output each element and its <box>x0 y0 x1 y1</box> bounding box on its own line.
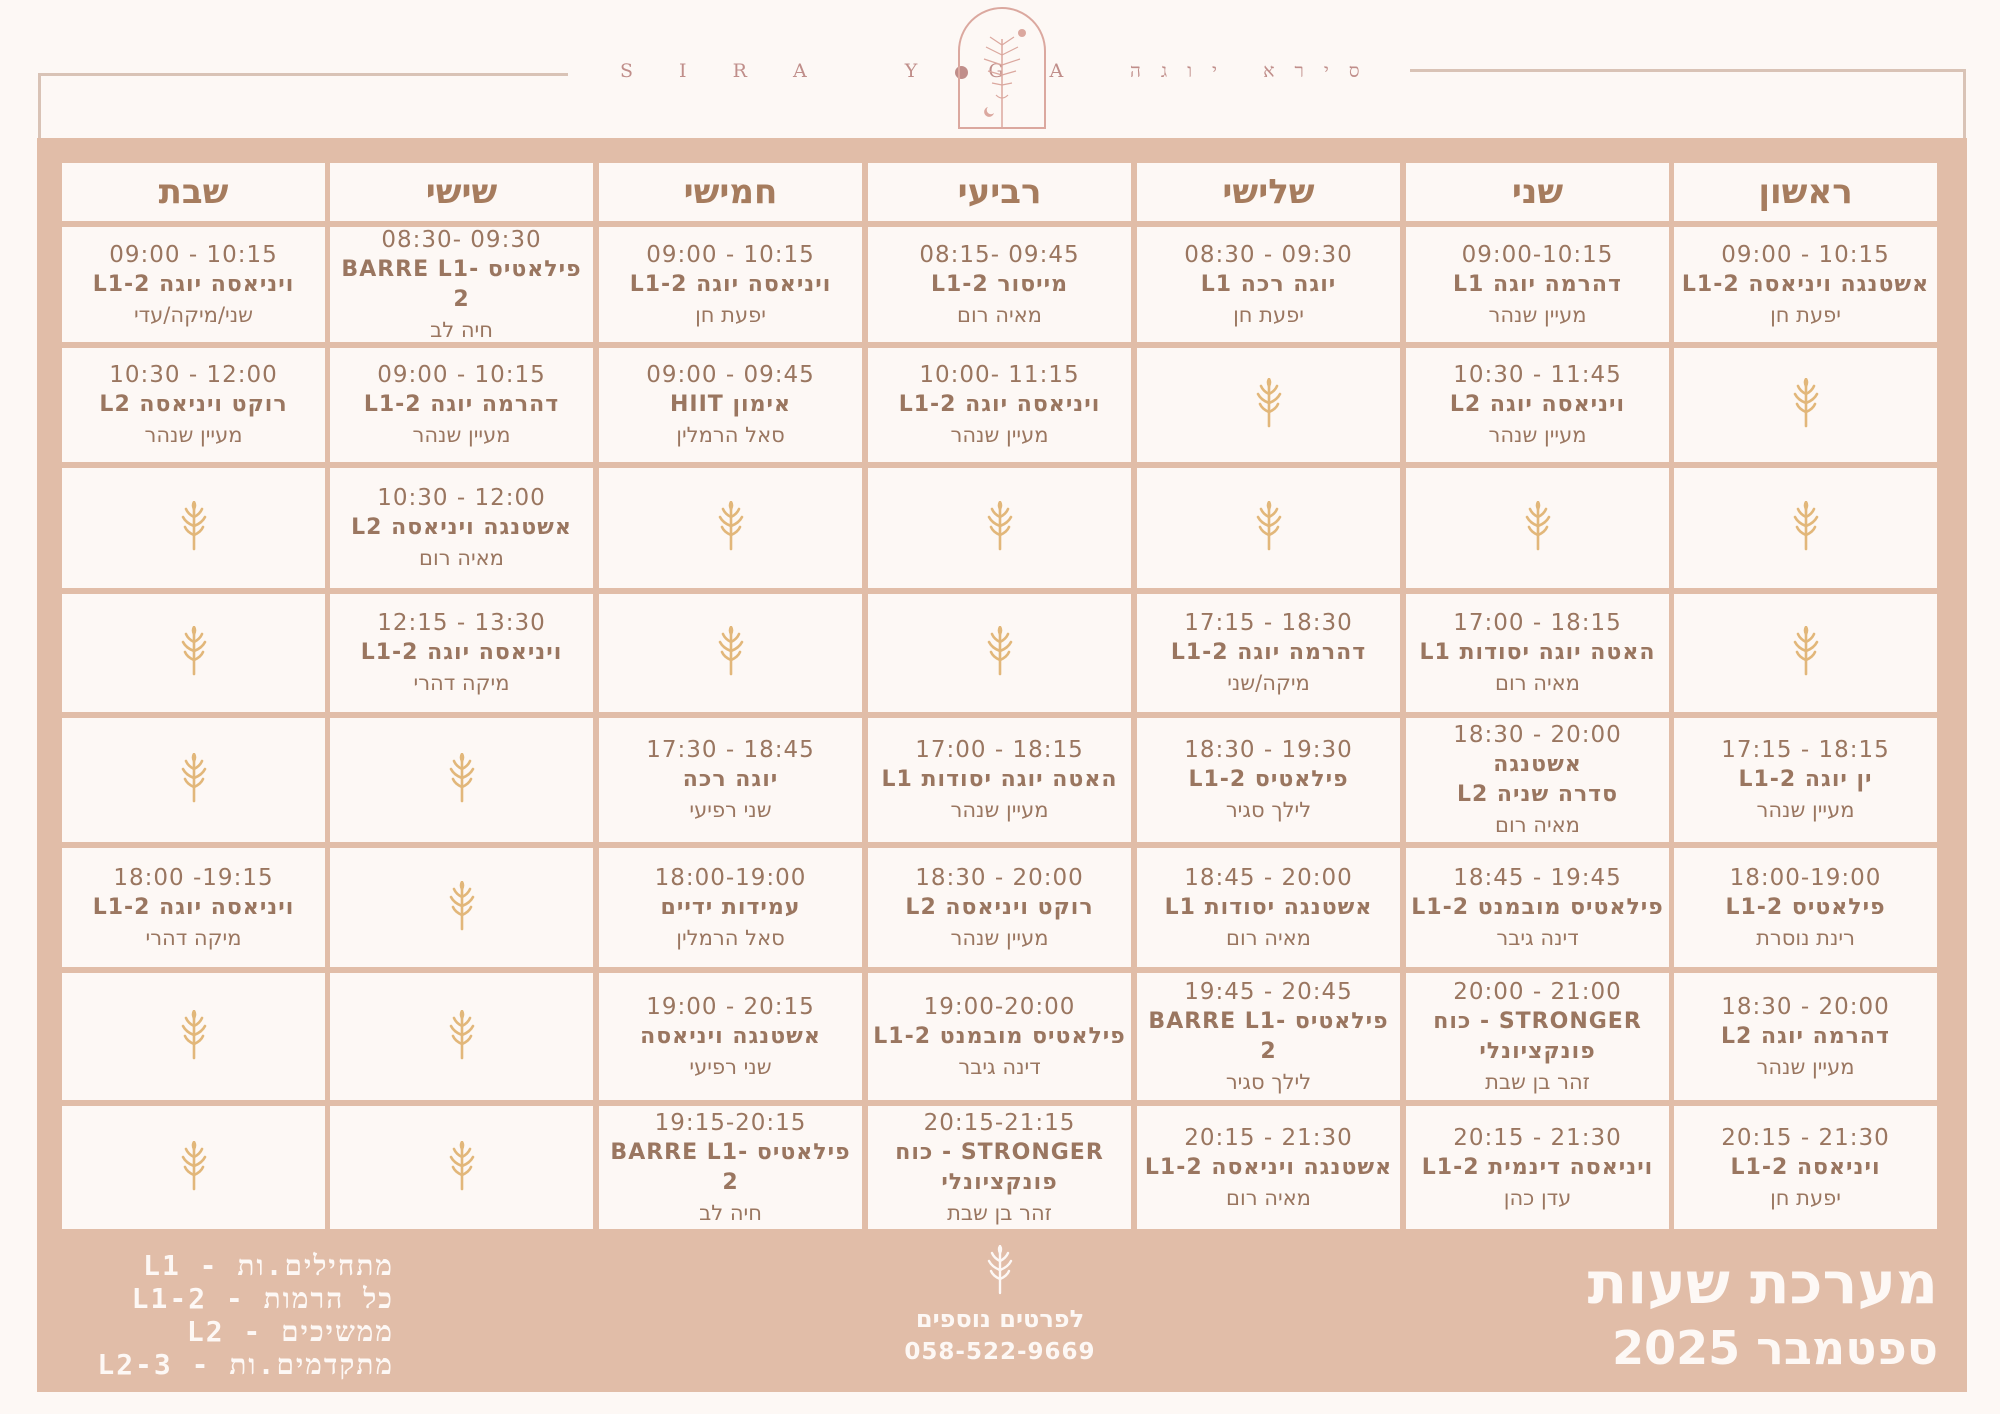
class-name: ין יוגה L1-2 <box>1738 767 1873 792</box>
class-name: STRONGER - כוח פונקציונלי <box>1433 1008 1642 1064</box>
legend-l2: ממשיכים - L2 <box>186 1315 394 1348</box>
class-name: אשטנגה ויניאסה <box>640 1023 821 1049</box>
class-slot <box>599 227 862 342</box>
day-name: שישי <box>425 172 498 212</box>
wheat-sprig-icon <box>983 626 1017 680</box>
empty-slot <box>330 848 593 967</box>
legend-l1-2: כל הרמות - L1-2 <box>131 1282 394 1315</box>
class-name: אשטנגה ויניאסה L1-2 <box>1681 271 1930 297</box>
class-teacher: יפעת חן <box>1233 302 1304 327</box>
day-name: ראשון <box>1758 172 1853 212</box>
class-teacher: זהר בן שבת <box>947 1200 1052 1225</box>
empty-slot <box>868 594 1131 712</box>
class-name: ויניאסה יוגה L1-2 <box>360 640 563 665</box>
empty-slot <box>599 468 862 588</box>
schedule-title <box>1588 1248 1938 1378</box>
header-rule-right-tick <box>1963 69 1966 141</box>
wheat-sprig-icon <box>714 501 748 555</box>
header-rule-left-tick <box>38 73 41 141</box>
class-name: רוקט ויניאסה L2 <box>99 392 288 417</box>
class-name: אשטנגה יסודות L1 <box>1164 894 1373 920</box>
class-slot <box>599 973 862 1100</box>
class-name: רוקט ויניאסה L2 <box>905 894 1094 920</box>
class-name: פילאטיס L1-2 <box>1188 767 1349 792</box>
class-time: 20:15 - 21:30 <box>1453 1124 1622 1151</box>
wheat-sprig-icon <box>445 753 479 807</box>
class-time: 19:45 - 20:45 <box>1184 978 1353 1005</box>
empty-slot <box>62 718 325 842</box>
day-header <box>1406 163 1669 221</box>
class-name: ויניאסה יוגה L2 <box>1449 392 1626 417</box>
class-name: פילאטיס BARRE L1-2 <box>1148 1008 1389 1064</box>
class-time: 08:30 - 09:30 <box>1184 241 1353 268</box>
class-teacher: יפעת חן <box>1770 1185 1841 1210</box>
brand-latin: S I R A Y G A <box>620 60 1084 82</box>
wheat-sprig-icon <box>714 626 748 680</box>
class-slot <box>1406 594 1669 712</box>
wheat-sprig-icon <box>177 501 211 555</box>
class-time: 20:15-21:15 <box>923 1109 1076 1136</box>
class-slot <box>1137 594 1400 712</box>
class-time: 09:00 - 10:15 <box>1721 241 1890 268</box>
empty-slot <box>330 1106 593 1229</box>
day-name: רביעי <box>957 172 1042 212</box>
level-legend <box>64 1249 394 1381</box>
class-slot <box>330 468 593 588</box>
class-name: פילאטיס מובמנט L1-2 <box>1411 894 1664 920</box>
class-teacher: מעיין שנהר <box>1488 302 1587 327</box>
empty-slot <box>868 468 1131 588</box>
class-time: 18:30 - 20:00 <box>1721 993 1890 1020</box>
class-teacher: מאיה רום <box>1226 1185 1311 1210</box>
class-teacher: מאיה רום <box>957 302 1042 327</box>
class-time: 09:00 - 10:15 <box>646 241 815 268</box>
class-name: פילאטיס מובמנט L1-2 <box>873 1023 1126 1049</box>
class-name: דהרמה יוגה L2 <box>1721 1023 1890 1049</box>
class-slot <box>1406 973 1669 1100</box>
class-slot <box>330 594 593 712</box>
class-time: 18:45 - 20:00 <box>1184 864 1353 891</box>
wheat-sprig-icon <box>177 753 211 807</box>
empty-slot <box>1406 468 1669 588</box>
day-name: שלישי <box>1222 172 1315 212</box>
class-slot <box>1137 973 1400 1100</box>
legend-l1: מתחילים.ות - L1 <box>143 1249 394 1282</box>
class-teacher: דינה גיבר <box>958 1054 1041 1079</box>
class-name: ויניאסה יוגה L1-2 <box>92 271 295 297</box>
class-teacher: מיקה/שני <box>1227 671 1310 695</box>
class-teacher: סאל הרמלין <box>676 423 785 447</box>
class-teacher: מעיין שנהר <box>1756 798 1855 822</box>
class-teacher: רינת נוסרת <box>1756 925 1855 950</box>
class-name: עמידות ידיים <box>660 894 801 920</box>
day-name: חמישי <box>683 172 778 212</box>
class-slot <box>1406 848 1669 967</box>
wheat-sprig-icon <box>1789 378 1823 432</box>
brand-hebrew: סירא יוגה <box>1130 60 1380 82</box>
class-slot <box>1137 718 1400 842</box>
class-slot <box>868 973 1131 1100</box>
wheat-sprig-icon <box>1789 626 1823 680</box>
class-slot <box>599 848 862 967</box>
class-slot <box>1674 1106 1937 1229</box>
class-slot <box>1674 227 1937 342</box>
day-header <box>599 163 862 221</box>
class-slot <box>599 718 862 842</box>
class-name: מייסור L1-2 <box>930 271 1069 297</box>
class-teacher: מעיין שנהר <box>144 423 243 447</box>
class-teacher: מאיה רום <box>1226 925 1311 950</box>
class-slot <box>62 227 325 342</box>
class-slot <box>330 348 593 462</box>
class-name: אשטנגה ויניאסה L2 <box>351 515 572 540</box>
class-slot <box>1137 848 1400 967</box>
empty-slot <box>62 973 325 1100</box>
class-time: 10:30 - 12:00 <box>377 485 546 511</box>
wheat-sprig-icon <box>1789 501 1823 555</box>
wheat-sprig-icon <box>445 881 479 935</box>
class-teacher: מאיה רום <box>1495 813 1580 837</box>
class-teacher: עדן כהן <box>1503 1185 1572 1210</box>
class-time: 20:15 - 21:30 <box>1721 1124 1890 1151</box>
class-time: 17:00 - 18:15 <box>915 737 1084 763</box>
class-time: 08:15- 09:45 <box>919 241 1080 268</box>
class-slot <box>868 227 1131 342</box>
class-slot <box>868 1106 1131 1229</box>
header-rule-left <box>38 73 568 76</box>
empty-slot <box>1137 348 1400 462</box>
class-name: פילאטיס BARRE L1-2 <box>610 1139 851 1195</box>
day-name: שבת <box>158 172 229 212</box>
class-name: אימון HIIT <box>670 392 791 417</box>
empty-slot <box>330 718 593 842</box>
wheat-sprig-icon <box>177 626 211 680</box>
class-slot <box>62 848 325 967</box>
class-teacher: מעיין שנהר <box>950 925 1049 950</box>
class-time: 19:00 - 20:15 <box>646 993 815 1020</box>
title-line2: ספטמבר 2025 <box>1612 1321 1938 1375</box>
empty-slot <box>1674 348 1937 462</box>
class-teacher: מעיין שנהר <box>1488 423 1587 447</box>
class-slot <box>868 348 1131 462</box>
class-name: ויניאסה דינמית L1-2 <box>1421 1154 1654 1180</box>
class-teacher: סאל הרמלין <box>676 925 785 950</box>
class-time: 19:15-20:15 <box>654 1109 807 1136</box>
class-name: STRONGER - כוח פונקציונלי <box>895 1139 1104 1195</box>
class-time: 12:15 - 13:30 <box>377 610 546 636</box>
empty-slot <box>1674 468 1937 588</box>
class-slot <box>599 348 862 462</box>
class-teacher: חיה לב <box>430 317 493 342</box>
empty-slot <box>599 594 862 712</box>
wheat-sprig-icon <box>983 1245 1017 1295</box>
class-time: 10:00- 11:15 <box>919 362 1080 388</box>
class-teacher: לילך סגיר <box>1225 1069 1312 1094</box>
empty-slot <box>62 1106 325 1229</box>
logo-arch <box>958 7 1046 129</box>
class-time: 08:30- 09:30 <box>381 226 542 253</box>
class-time: 17:00 - 18:15 <box>1453 610 1622 636</box>
class-time: 18:30 - 20:00 <box>915 864 1084 891</box>
class-teacher: מעיין שנהר <box>412 423 511 447</box>
class-time: 18:30 - 19:30 <box>1184 737 1353 763</box>
class-time: 17:15 - 18:15 <box>1721 737 1890 763</box>
class-time: 19:00-20:00 <box>923 993 1076 1020</box>
wheat-sprig-icon <box>1252 378 1286 432</box>
class-slot <box>868 718 1131 842</box>
class-teacher: מעיין שנהר <box>950 423 1049 447</box>
wheat-sprig-icon <box>177 1141 211 1195</box>
class-slot <box>62 348 325 462</box>
class-teacher: מעיין שנהר <box>950 798 1049 822</box>
class-teacher: חיה לב <box>699 1200 762 1225</box>
day-header <box>1137 163 1400 221</box>
class-slot <box>1406 348 1669 462</box>
class-time: 18:00-19:00 <box>1729 864 1882 891</box>
class-name: יוגה רכה L1 <box>1200 271 1337 297</box>
class-time: 09:00 - 10:15 <box>377 362 546 388</box>
class-teacher: זהר בן שבת <box>1485 1069 1590 1094</box>
class-name: דהרמה יוגה L1-2 <box>1170 640 1367 665</box>
class-time: 18:45 - 19:45 <box>1453 864 1622 891</box>
class-slot <box>1674 973 1937 1100</box>
wheat-sprig-icon <box>983 501 1017 555</box>
class-teacher: מיקה דהרי <box>145 925 242 950</box>
class-time: 09:00 - 10:15 <box>109 241 278 268</box>
class-slot <box>1406 227 1669 342</box>
class-name: ויניאסה L1-2 <box>1730 1154 1881 1180</box>
class-teacher: לילך סגיר <box>1225 798 1312 822</box>
class-teacher: מיקה דהרי <box>413 671 510 695</box>
empty-slot <box>62 468 325 588</box>
empty-slot <box>1137 468 1400 588</box>
class-teacher: שני/מיקה/עדי <box>133 302 254 327</box>
day-header <box>868 163 1131 221</box>
header-rule-right <box>1410 69 1965 72</box>
class-slot <box>1406 718 1669 842</box>
class-teacher: שני רפיעי <box>689 1054 772 1079</box>
day-name: שני <box>1511 172 1564 212</box>
class-slot <box>1674 848 1937 967</box>
class-slot <box>1137 1106 1400 1229</box>
class-time: 10:30 - 11:45 <box>1453 362 1622 388</box>
class-time: 20:15 - 21:30 <box>1184 1124 1353 1151</box>
class-slot <box>1674 718 1937 842</box>
class-slot <box>868 848 1131 967</box>
day-header <box>1674 163 1937 221</box>
class-teacher: יפעת חן <box>1770 302 1841 327</box>
class-slot <box>599 1106 862 1229</box>
class-name: פילאטיס L1-2 <box>1725 894 1886 920</box>
class-teacher: דינה גיבר <box>1496 925 1579 950</box>
class-slot <box>330 227 593 342</box>
class-name: אשטנגה ויניאסה L1-2 <box>1144 1154 1393 1180</box>
class-slot <box>1406 1106 1669 1229</box>
day-header <box>62 163 325 221</box>
wheat-sprig-icon <box>1252 501 1286 555</box>
class-teacher: מאיה רום <box>419 546 504 570</box>
class-time: 20:00 - 21:00 <box>1453 978 1622 1005</box>
class-name: אשטנגה סדרה שניה L2 <box>1456 752 1619 807</box>
contact-label: לפרטים נוספים <box>915 1305 1085 1333</box>
wheat-sprig-icon <box>1521 501 1555 555</box>
class-time: 18:00-19:00 <box>654 864 807 891</box>
class-teacher: מאיה רום <box>1495 671 1580 695</box>
class-time: 18:00 -19:15 <box>113 864 274 891</box>
class-time: 17:30 - 18:45 <box>646 737 815 763</box>
class-name: ויניאסה יוגה L1-2 <box>898 392 1101 417</box>
class-name: דהרמה יוגה L1-2 <box>363 392 560 417</box>
class-time: 09:00-10:15 <box>1461 241 1614 268</box>
class-name: ויניאסה יוגה L1-2 <box>629 271 832 297</box>
class-name: פילאטיס BARRE L1-2 <box>341 256 582 312</box>
class-slot <box>1137 227 1400 342</box>
legend-l2-3: מתקדמים.ות - L2-3 <box>97 1348 394 1381</box>
empty-slot <box>1674 594 1937 712</box>
empty-slot <box>62 594 325 712</box>
class-time: 10:30 - 12:00 <box>109 362 278 388</box>
class-time: 09:00 - 09:45 <box>646 362 815 388</box>
title-line1: מערכת שעות <box>1587 1249 1938 1317</box>
day-header <box>330 163 593 221</box>
palm-logo-icon <box>960 9 1044 127</box>
wheat-sprig-icon <box>445 1010 479 1064</box>
class-teacher: שני רפיעי <box>689 798 772 822</box>
class-name: ויניאסה יוגה L1-2 <box>92 894 295 920</box>
empty-slot <box>330 973 593 1100</box>
contact-block <box>860 1245 1140 1365</box>
class-time: 18:30 - 20:00 <box>1453 722 1622 748</box>
class-name: האטה יוגה יסודות L1 <box>881 767 1118 792</box>
class-name: האטה יוגה יסודות L1 <box>1419 640 1656 665</box>
wheat-sprig-icon <box>177 1010 211 1064</box>
class-name: דהרמה יוגה L1 <box>1453 271 1622 297</box>
class-teacher: יפעת חן <box>695 302 766 327</box>
wheat-sprig-icon <box>445 1141 479 1195</box>
class-time: 17:15 - 18:30 <box>1184 610 1353 636</box>
contact-phone[interactable]: 058-522-9669 <box>904 1339 1096 1365</box>
class-name: יוגה רכה <box>682 767 779 792</box>
class-teacher: מעיין שנהר <box>1756 1054 1855 1079</box>
